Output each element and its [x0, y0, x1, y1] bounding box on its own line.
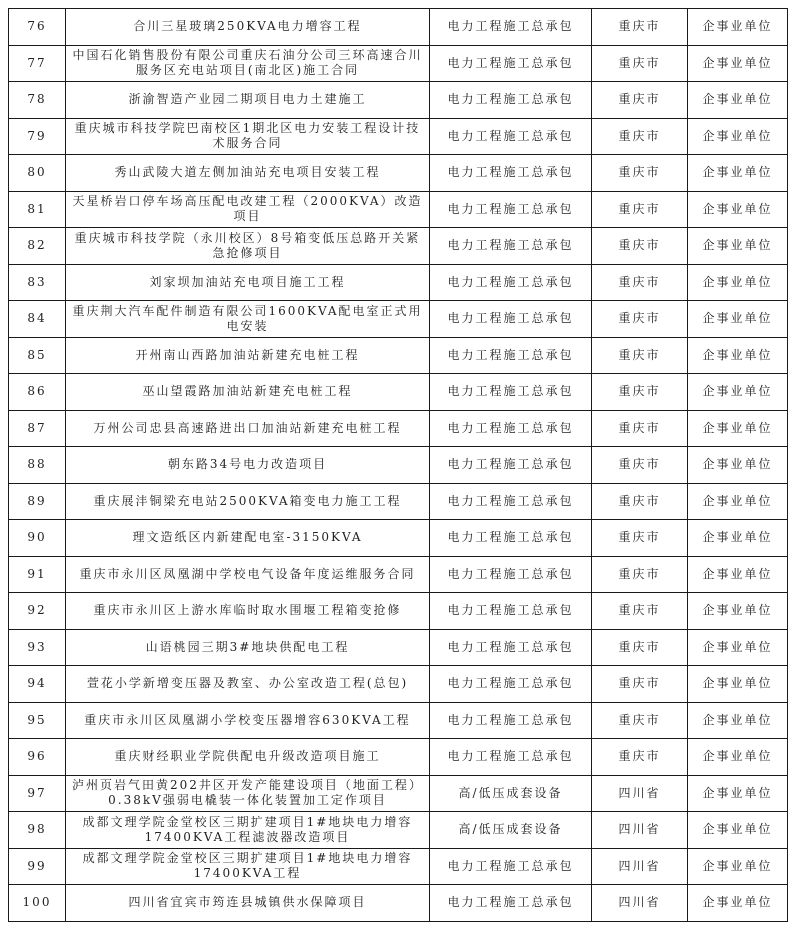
project-name: 刘家坝加油站充电项目施工工程	[66, 264, 430, 301]
project-name: 泸州页岩气田黄202井区开发产能建设项目（地面工程）0.38kV强弱电橇装一体化装置加工定作项目	[66, 775, 430, 812]
project-type: 电力工程施工总承包	[430, 702, 592, 739]
project-name: 开州南山西路加油站新建充电桩工程	[66, 337, 430, 374]
row-number: 90	[9, 520, 66, 557]
project-name: 重庆市永川区凤凰湖小学校变压器增容630KVA工程	[66, 702, 430, 739]
project-region: 重庆市	[592, 264, 688, 301]
project-type: 电力工程施工总承包	[430, 848, 592, 885]
table-row	[9, 118, 788, 155]
row-number: 87	[9, 410, 66, 447]
project-type: 电力工程施工总承包	[430, 410, 592, 447]
project-name: 山语桃园三期3#地块供配电工程	[66, 629, 430, 666]
table-row	[9, 812, 788, 849]
project-type: 电力工程施工总承包	[430, 82, 592, 119]
project-region: 四川省	[592, 848, 688, 885]
project-type: 电力工程施工总承包	[430, 264, 592, 301]
row-number: 91	[9, 556, 66, 593]
row-number: 78	[9, 82, 66, 119]
client-unit-type: 企事业单位	[688, 629, 788, 666]
client-unit-type: 企事业单位	[688, 775, 788, 812]
table-row	[9, 520, 788, 557]
row-number: 88	[9, 447, 66, 484]
project-type: 电力工程施工总承包	[430, 520, 592, 557]
project-name: 重庆城市科技学院（永川校区）8号箱变低压总路开关紧急抢修项目	[66, 228, 430, 265]
project-region: 重庆市	[592, 228, 688, 265]
project-name: 重庆城市科技学院巴南校区1期北区电力安装工程设计技术服务合同	[66, 118, 430, 155]
table-row	[9, 82, 788, 119]
table-row	[9, 9, 788, 46]
project-region: 重庆市	[592, 739, 688, 776]
project-region: 重庆市	[592, 520, 688, 557]
project-name: 理文造纸区内新建配电室-3150KVA	[66, 520, 430, 557]
table-row	[9, 264, 788, 301]
project-name: 重庆荆大汽车配件制造有限公司1600KVA配电室正式用电安装	[66, 301, 430, 338]
project-region: 重庆市	[592, 9, 688, 46]
table-row	[9, 228, 788, 265]
row-number: 85	[9, 337, 66, 374]
row-number: 96	[9, 739, 66, 776]
client-unit-type: 企事业单位	[688, 812, 788, 849]
row-number: 81	[9, 191, 66, 228]
project-name: 中国石化销售股份有限公司重庆石油分公司三环高速合川服务区充电站项目(南北区)施工合同	[66, 45, 430, 82]
client-unit-type: 企事业单位	[688, 885, 788, 922]
project-type: 电力工程施工总承包	[430, 45, 592, 82]
project-region: 重庆市	[592, 301, 688, 338]
table-row	[9, 739, 788, 776]
table-row	[9, 374, 788, 411]
project-region: 重庆市	[592, 483, 688, 520]
project-type: 高/低压成套设备	[430, 812, 592, 849]
client-unit-type: 企事业单位	[688, 9, 788, 46]
client-unit-type: 企事业单位	[688, 447, 788, 484]
project-name: 重庆财经职业学院供配电升级改造项目施工	[66, 739, 430, 776]
project-name: 重庆市永川区上游水库临时取水围堰工程箱变抢修	[66, 593, 430, 630]
project-name: 浙渝智造产业园二期项目电力土建施工	[66, 82, 430, 119]
table-row	[9, 337, 788, 374]
project-type: 高/低压成套设备	[430, 775, 592, 812]
project-region: 重庆市	[592, 593, 688, 630]
table-row	[9, 775, 788, 812]
project-name: 合川三星玻璃250KVA电力增容工程	[66, 9, 430, 46]
project-name: 成都文理学院金堂校区三期扩建项目1#地块电力增容17400KVA工程滤波器改造项目	[66, 812, 430, 849]
project-name: 四川省宜宾市筠连县城镇供水保障项目	[66, 885, 430, 922]
client-unit-type: 企事业单位	[688, 374, 788, 411]
project-type: 电力工程施工总承包	[430, 593, 592, 630]
table-row	[9, 301, 788, 338]
project-region: 重庆市	[592, 410, 688, 447]
row-number: 93	[9, 629, 66, 666]
project-type: 电力工程施工总承包	[430, 666, 592, 703]
row-number: 94	[9, 666, 66, 703]
client-unit-type: 企事业单位	[688, 556, 788, 593]
project-type: 电力工程施工总承包	[430, 483, 592, 520]
client-unit-type: 企事业单位	[688, 228, 788, 265]
row-number: 79	[9, 118, 66, 155]
project-region: 重庆市	[592, 82, 688, 119]
project-type: 电力工程施工总承包	[430, 629, 592, 666]
row-number: 89	[9, 483, 66, 520]
table-row	[9, 885, 788, 922]
project-region: 重庆市	[592, 374, 688, 411]
project-type: 电力工程施工总承包	[430, 155, 592, 192]
row-number: 83	[9, 264, 66, 301]
project-type: 电力工程施工总承包	[430, 885, 592, 922]
client-unit-type: 企事业单位	[688, 82, 788, 119]
row-number: 97	[9, 775, 66, 812]
table-row	[9, 155, 788, 192]
client-unit-type: 企事业单位	[688, 301, 788, 338]
project-name: 重庆市永川区凤凰湖中学校电气设备年度运维服务合同	[66, 556, 430, 593]
project-region: 重庆市	[592, 118, 688, 155]
row-number: 84	[9, 301, 66, 338]
project-name: 万州公司忠县高速路进出口加油站新建充电桩工程	[66, 410, 430, 447]
table-row	[9, 629, 788, 666]
project-name: 天星桥岩口停车场高压配电改建工程（2000KVA）改造项目	[66, 191, 430, 228]
client-unit-type: 企事业单位	[688, 483, 788, 520]
client-unit-type: 企事业单位	[688, 155, 788, 192]
project-type: 电力工程施工总承包	[430, 228, 592, 265]
project-region: 四川省	[592, 885, 688, 922]
row-number: 86	[9, 374, 66, 411]
project-name: 重庆展沣铜梁充电站2500KVA箱变电力施工工程	[66, 483, 430, 520]
project-type: 电力工程施工总承包	[430, 739, 592, 776]
client-unit-type: 企事业单位	[688, 191, 788, 228]
project-region: 重庆市	[592, 702, 688, 739]
client-unit-type: 企事业单位	[688, 410, 788, 447]
client-unit-type: 企事业单位	[688, 593, 788, 630]
project-type: 电力工程施工总承包	[430, 118, 592, 155]
row-number: 80	[9, 155, 66, 192]
table-row	[9, 45, 788, 82]
client-unit-type: 企事业单位	[688, 118, 788, 155]
row-number: 77	[9, 45, 66, 82]
row-number: 82	[9, 228, 66, 265]
project-region: 重庆市	[592, 155, 688, 192]
project-region: 重庆市	[592, 45, 688, 82]
project-type: 电力工程施工总承包	[430, 301, 592, 338]
client-unit-type: 企事业单位	[688, 337, 788, 374]
project-name: 成都文理学院金堂校区三期扩建项目1#地块电力增容17400KVA工程	[66, 848, 430, 885]
table-row	[9, 483, 788, 520]
project-type: 电力工程施工总承包	[430, 556, 592, 593]
project-table	[8, 8, 788, 922]
table-row	[9, 702, 788, 739]
project-name: 朝东路34号电力改造项目	[66, 447, 430, 484]
project-type: 电力工程施工总承包	[430, 9, 592, 46]
project-region: 重庆市	[592, 191, 688, 228]
project-region: 重庆市	[592, 447, 688, 484]
project-table-body	[9, 9, 788, 922]
client-unit-type: 企事业单位	[688, 848, 788, 885]
row-number: 98	[9, 812, 66, 849]
table-row	[9, 848, 788, 885]
client-unit-type: 企事业单位	[688, 702, 788, 739]
project-region: 四川省	[592, 812, 688, 849]
client-unit-type: 企事业单位	[688, 45, 788, 82]
project-region: 重庆市	[592, 556, 688, 593]
client-unit-type: 企事业单位	[688, 520, 788, 557]
project-region: 重庆市	[592, 337, 688, 374]
project-name: 萱花小学新增变压器及教室、办公室改造工程(总包)	[66, 666, 430, 703]
client-unit-type: 企事业单位	[688, 666, 788, 703]
table-row	[9, 593, 788, 630]
table-row	[9, 191, 788, 228]
table-row	[9, 410, 788, 447]
table-row	[9, 556, 788, 593]
client-unit-type: 企事业单位	[688, 739, 788, 776]
project-name: 巫山望霞路加油站新建充电桩工程	[66, 374, 430, 411]
table-row	[9, 666, 788, 703]
project-region: 重庆市	[592, 629, 688, 666]
project-type: 电力工程施工总承包	[430, 447, 592, 484]
table-row	[9, 447, 788, 484]
project-type: 电力工程施工总承包	[430, 337, 592, 374]
client-unit-type: 企事业单位	[688, 264, 788, 301]
project-type: 电力工程施工总承包	[430, 191, 592, 228]
row-number: 92	[9, 593, 66, 630]
project-name: 秀山武陵大道左侧加油站充电项目安装工程	[66, 155, 430, 192]
project-region: 四川省	[592, 775, 688, 812]
project-type: 电力工程施工总承包	[430, 374, 592, 411]
row-number: 95	[9, 702, 66, 739]
row-number: 100	[9, 885, 66, 922]
project-region: 重庆市	[592, 666, 688, 703]
row-number: 99	[9, 848, 66, 885]
row-number: 76	[9, 9, 66, 46]
